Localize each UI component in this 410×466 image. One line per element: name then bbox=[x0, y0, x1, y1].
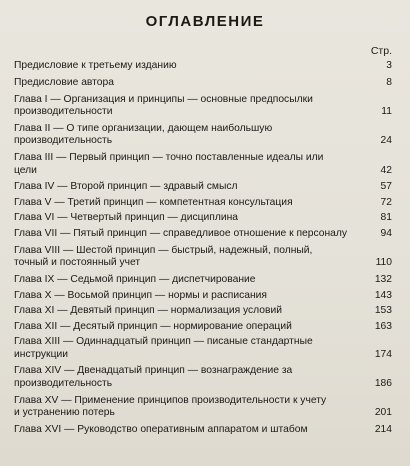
toc-entry-title: Предисловие автора bbox=[14, 76, 114, 88]
toc-entry-title: Глава III — Первый принцип — точно поставленные идеалы или цели bbox=[14, 152, 324, 176]
toc-entry bbox=[14, 152, 392, 177]
toc-page-number: 132 bbox=[374, 274, 392, 286]
toc-page-number: 11 bbox=[381, 106, 392, 118]
toc-entry-title: Глава XIV — Двенадцатый принцип — вознаграждение за производительность bbox=[14, 365, 293, 389]
toc-page-number: 214 bbox=[374, 423, 392, 435]
page-column-label: Стр. bbox=[370, 45, 392, 57]
toc-page-number: 163 bbox=[374, 320, 392, 332]
toc-entry-title: Глава II — О типе организации, дающем наибольшую производительность bbox=[14, 122, 273, 147]
toc-entry bbox=[14, 197, 392, 210]
toc-page-number: 42 bbox=[380, 164, 392, 176]
toc-entry bbox=[14, 395, 392, 420]
toc-entry-title: Глава V — Третий принцип — компетентная консультация bbox=[14, 196, 293, 208]
toc-entry bbox=[14, 77, 392, 90]
toc-entry bbox=[14, 60, 392, 73]
toc-entry-title: Глава IV — Второй принцип — здравый смысл bbox=[14, 181, 238, 193]
toc-page-number: 81 bbox=[380, 212, 392, 224]
toc-entry-title: Предисловие к третьему изданию bbox=[14, 60, 177, 71]
toc-entry bbox=[14, 290, 392, 303]
toc-page-number: 94 bbox=[380, 227, 392, 239]
toc-entry-title: Глава IX — Седьмой принцип — диспетчирование bbox=[14, 274, 256, 286]
toc-entry bbox=[14, 274, 392, 287]
toc-page-number: 3 bbox=[386, 60, 392, 71]
toc-entry bbox=[14, 424, 392, 437]
toc-page-number: 8 bbox=[386, 76, 392, 88]
toc-entry-title: Глава XIII — Одиннадцатый принцип — писаные стандартные инструкции bbox=[14, 336, 313, 360]
toc-entry-title: Глава I — Организация и принципы — основные предпосылки производительности bbox=[14, 93, 313, 118]
toc-entry-title: Глава X — Восьмой принцип — нормы и расписания bbox=[14, 289, 267, 301]
table-of-contents bbox=[14, 60, 392, 441]
toc-page-number: 174 bbox=[374, 348, 392, 360]
toc-page-number: 57 bbox=[380, 181, 392, 193]
toc-page-number: 72 bbox=[380, 196, 392, 208]
toc-entry bbox=[14, 94, 392, 119]
toc-entry bbox=[14, 212, 392, 225]
toc-entry-title: Глава VII — Пятый принцип — справедливое отношение к персоналу bbox=[14, 227, 348, 239]
toc-entry bbox=[14, 365, 392, 390]
toc-page-number: 153 bbox=[374, 305, 392, 317]
toc-entry bbox=[14, 336, 392, 361]
toc-entry bbox=[14, 305, 392, 318]
toc-entry-title: Глава XVI — Руководство оперативным аппаратом и штабом bbox=[14, 423, 308, 435]
toc-entry-title: Глава XI — Девятый принцип — нормализация условий bbox=[14, 305, 283, 317]
toc-entry bbox=[14, 228, 392, 241]
toc-page-number: 186 bbox=[374, 377, 392, 389]
toc-entry-title: Глава VIII — Шестой принцип — быстрый, надежный, полный, точный и постоянный учет bbox=[14, 244, 313, 269]
toc-page-number: 201 bbox=[374, 407, 392, 419]
toc-entry-title: Глава XII — Десятый принцип — нормирование операций bbox=[14, 320, 292, 332]
toc-page-number: 24 bbox=[380, 135, 392, 147]
toc-entry bbox=[14, 123, 392, 148]
toc-page-number: 110 bbox=[375, 257, 392, 269]
toc-entry bbox=[14, 245, 392, 270]
page-title: ОГЛАВЛЕНИЕ bbox=[145, 13, 265, 30]
toc-entry-title: Глава XV — Применение принципов производительности к учету и устранению потерь bbox=[14, 394, 327, 419]
toc-page-number: 143 bbox=[374, 289, 392, 301]
toc-entry bbox=[14, 181, 392, 194]
toc-entry bbox=[14, 321, 392, 334]
toc-entry-title: Глава VI — Четвертый принцип — дисциплина bbox=[14, 212, 238, 224]
